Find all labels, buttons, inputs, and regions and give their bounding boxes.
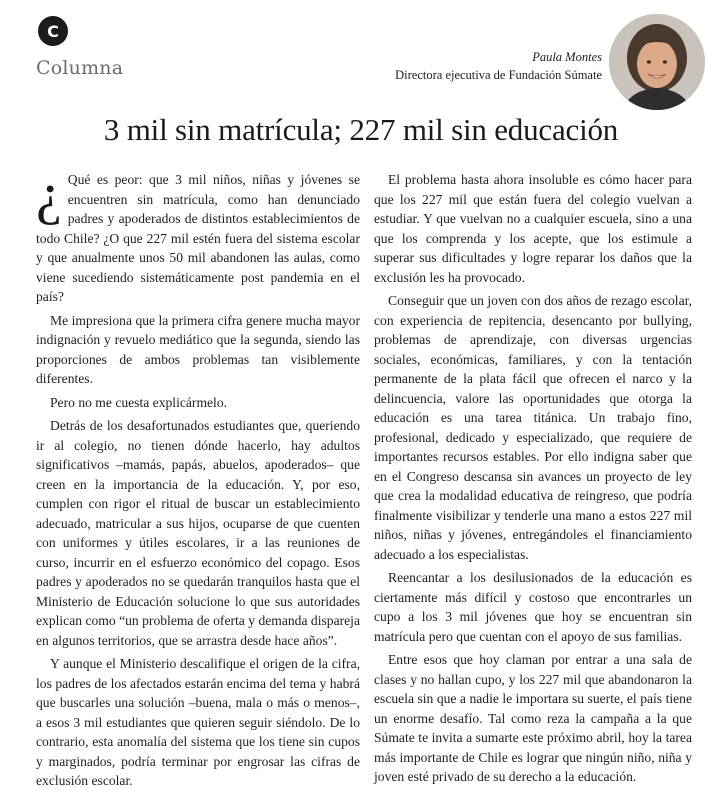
headline: 3 mil sin matrícula; 227 mil sin educación <box>103 112 619 147</box>
byline <box>395 50 602 83</box>
avatar <box>609 14 705 110</box>
paragraph: Reencantar a los desilusionados de la educación es ciertamente más difícil y costoso que encontrarles un cupo a los 3 mil jóvenes que hoy se encuentran sin matrícula pero que cuentan con el apoyo de sus familias. <box>374 570 692 644</box>
article-column-right <box>374 170 692 791</box>
paragraph: Y aunque el Ministerio descalifique el origen de la cifra, los padres de los afectados estarán encima del tema y habrá que buscarles una solución –buena, mala o más o menos–, a esos 3 mil estudiantes que quieren seguir siéndolo. De lo contrario, esta anomalía del sistema que los tiene sin cupos y marginados, podría terminar por engrosar las cifras de exclusión escolar. <box>36 656 360 788</box>
section-label: Columna <box>36 57 124 79</box>
section-badge-icon: C <box>38 16 68 46</box>
paragraph: El problema hasta ahora insoluble es cómo hacer para que los 227 mil que están fuera del colegio vuelvan a estudiar. Y que vuelvan no a cualquier escuela, sino a una que los comprenda y los acepte, que los estimule a superar sus dificultades y logre reparar los daños que la exclusión les ha provocado. <box>374 172 692 285</box>
author-role: Directora ejecutiva de Fundación Súmate <box>395 68 602 82</box>
paragraph: Entre esos que hoy claman por entrar a una sala de clases y no hallan cupo, y los 227 mil que abandonaron la escuela sin que a nadie le importara su suerte, el país tiene un enorme desafío. Tal como reza la campaña a la que Súmate te invita a sumarte este próximo abril, hoy la tarea más importante de Chile es lograr que ningún niño, niña y joven esté privado de su derecho a la educación. <box>374 652 692 784</box>
paragraph: Detrás de los desafortunados estudiantes que, queriendo ir al colegio, no tienen dónde hacerlo, hay adultos significativos –mamás, papás, abuelos, apoderados– que creen en la importancia de la educación. Y, por eso, cumplen con rigor el ritual de buscar un establecimiento adecuado, matricular a sus hijos, ocuparse de que cuenten con uniformes y útiles escolares, ir a las reuniones de curso, incurrir en el esfuerzo económico del copago. Esos padres y apoderados no se quedarán tranquilos hasta que el Ministerio de Educación solucione lo que sus autoridades explican como “un problema de oferta y demanda dispareja en algunos territorios, que se arrastra desde hace años”. <box>36 418 360 648</box>
author-photo-icon <box>609 14 705 110</box>
paragraph: Me impresiona que la primera cifra genere mucha mayor indignación y revuelo mediático que la segunda, siendo las proporciones de ambos problemas tan visiblemente diferentes. <box>36 312 360 386</box>
article-column-left <box>36 161 360 795</box>
paragraph: Pero no me cuesta explicármelo. <box>50 394 228 410</box>
paragraph: Conseguir que un joven con dos años de rezago escolar, con experiencia de repitencia, desencanto por bullying, problemas de aprendizaje, con diversas urgencias sociales, económicas, familiares, y con la tentación permanente de la plata fácil que ofrecen el narco y la delincuencia, valore las oportunidades que otorga la educación es una tarea titánica. Un trabajo fino, profesional, dedicado y especializado, que requiere de importantes recursos estables. Por ello indigna saber que en el Congreso descansa sin avances un proyecto de ley que crea la modalidad educativa de reingreso, que podría finalmente visibilizar y tenderle una mano a estos 227 mil niños, niñas y jóvenes, entregándoles el financiamiento adecuado a los especialistas. <box>374 293 692 562</box>
author-name: Paula Montes <box>532 50 602 64</box>
paragraph: Qué es peor: que 3 mil niños, niñas y jóvenes se encuentren sin matrícula, como han denunciado padres y apoderados de distintos establecimientos de todo Chile? ¿O que 227 mil estén fuera del sistema escolar y que anualmente unos 50 mil abandonen las aulas, como viene sucediendo sistemáticamente post pandemia en el país? <box>36 172 360 304</box>
drop-cap: ¿ <box>36 161 62 226</box>
